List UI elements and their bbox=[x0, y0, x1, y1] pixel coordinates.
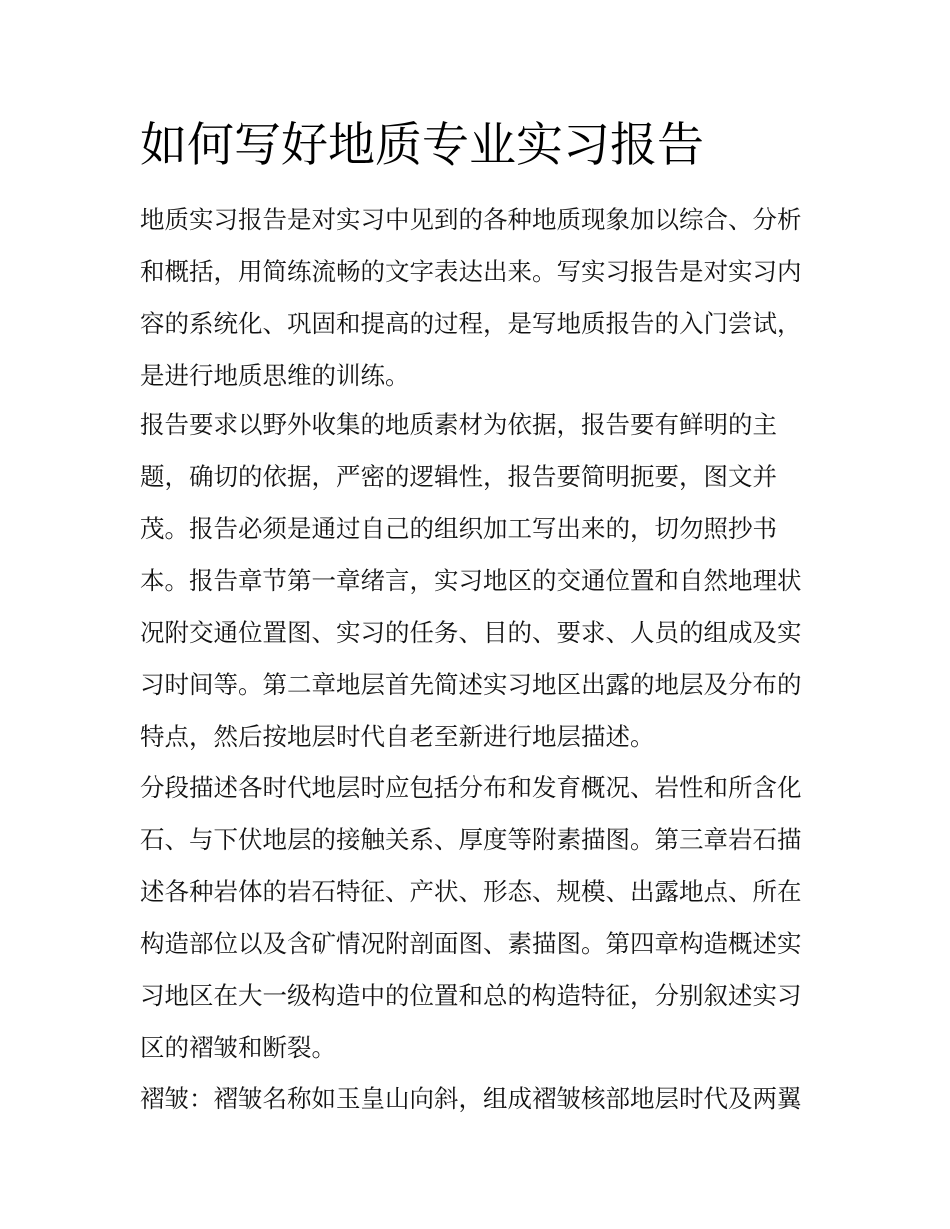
text-line: 特点，然后按地层时代自老至新进行地层描述。 bbox=[140, 722, 655, 751]
text-line: 述各种岩体的岩石特征、产状、形态、规模、出露地点、所在 bbox=[140, 877, 802, 906]
text-line: 报告要求以野外收集的地质素材为依据，报告要有鲜明的主 bbox=[140, 410, 777, 439]
text-line: 石、与下伏地层的接触关系、厚度等附素描图。第三章岩石描 bbox=[140, 825, 802, 854]
text-line: 和概括，用简练流畅的文字表达出来。写实习报告是对实习内 bbox=[140, 257, 802, 286]
text-line: 茂。报告必须是通过自己的组织加工写出来的，切勿照抄书 bbox=[140, 514, 777, 543]
page-title: 如何写好地质专业实习报告 bbox=[140, 118, 704, 173]
text-line: 构造部位以及含矿情况附剖面图、素描图。第四章构造概述实 bbox=[140, 929, 802, 958]
text-line: 况附交通位置图、实习的任务、目的、要求、人员的组成及实 bbox=[140, 618, 802, 647]
text-line: 是进行地质思维的训练。 bbox=[140, 361, 410, 390]
text-line: 容的系统化、巩固和提高的过程，是写地质报告的入门尝试， bbox=[140, 309, 802, 338]
text-line: 习地区在大一级构造中的位置和总的构造特征，分别叙述实习 bbox=[140, 981, 802, 1010]
text-line: 分段描述各时代地层时应包括分布和发育概况、岩性和所含化 bbox=[140, 773, 802, 802]
text-line: 习时间等。第二章地层首先简述实习地区出露的地层及分布的 bbox=[140, 670, 802, 699]
text-line: 褶皱：褶皱名称如玉皇山向斜，组成褶皱核部地层时代及两翼 bbox=[140, 1084, 802, 1113]
text-line: 地质实习报告是对实习中见到的各种地质现象加以综合、分析 bbox=[140, 205, 802, 234]
text-line: 题，确切的依据，严密的逻辑性，报告要简明扼要，图文并 bbox=[140, 462, 777, 491]
text-line: 本。报告章节第一章绪言，实习地区的交通位置和自然地理状 bbox=[140, 566, 802, 595]
text-line: 区的褶皱和断裂。 bbox=[140, 1033, 336, 1062]
